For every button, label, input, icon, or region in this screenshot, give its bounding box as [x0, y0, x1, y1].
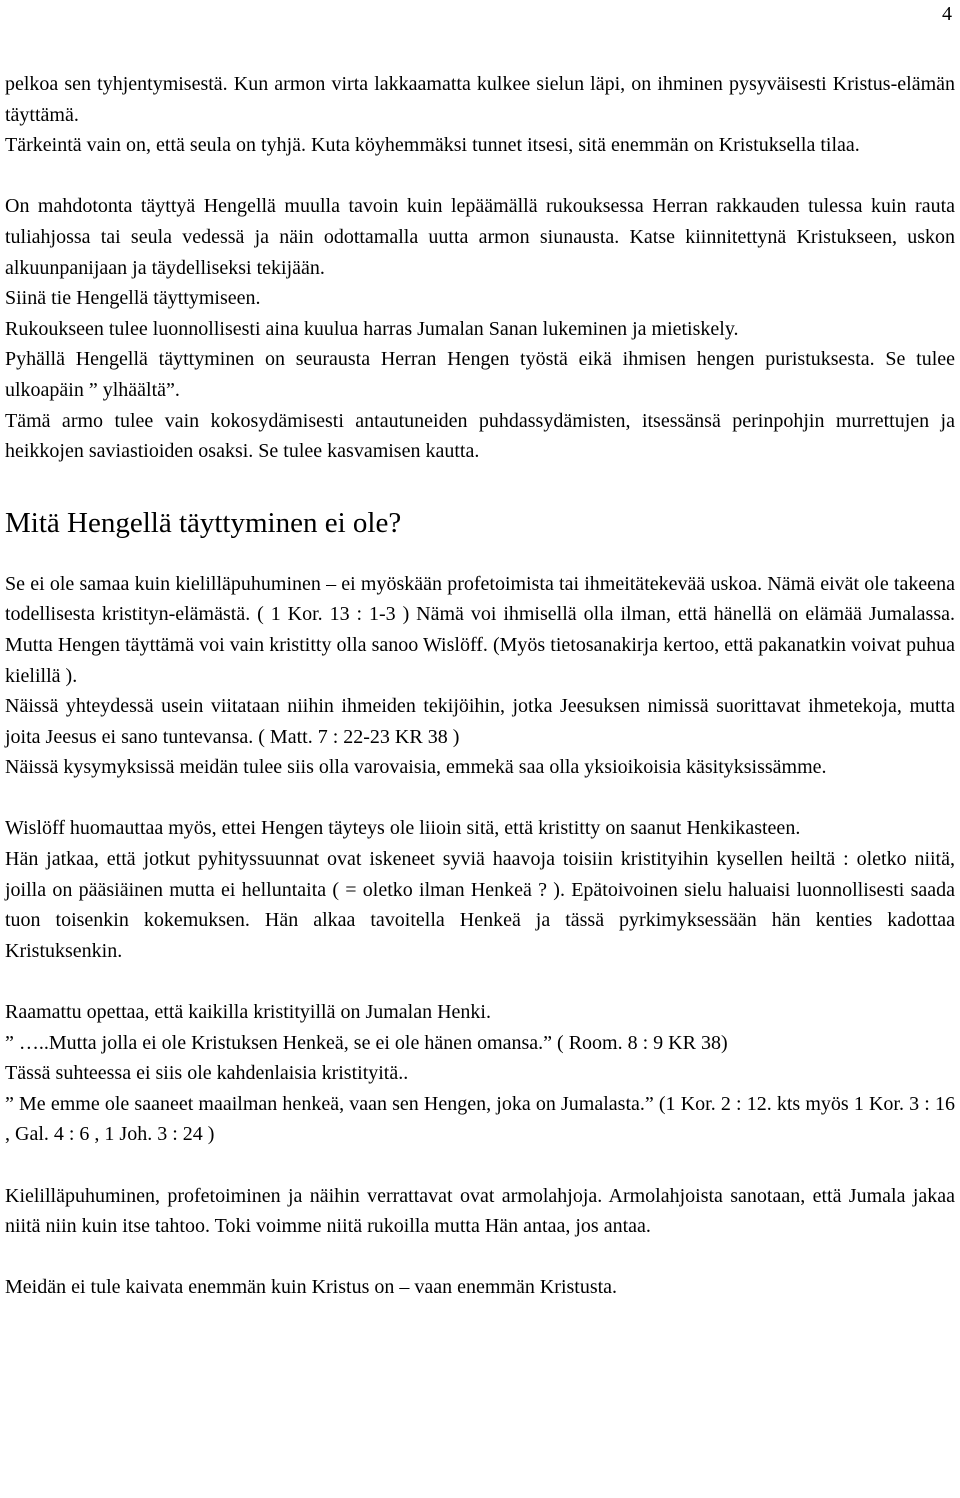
- paragraph: Tässä suhteessa ei siis ole kahdenlaisia kristityitä..: [5, 1062, 409, 1085]
- paragraph: Näissä kysymyksissä meidän tulee siis olla varovaisia, emmekä saa olla yksioikoisia käsityksissämme.: [5, 756, 827, 779]
- paragraph: Pyhällä Hengellä täyttyminen on seurausta Herran Hengen työstä eikä ihmisen hengen puristuksesta. Se tulee ulkoapäin ” ylhäältä”.: [5, 348, 955, 401]
- document-body: [5, 69, 955, 1303]
- paragraph: ” …..Mutta jolla ei ole Kristuksen Henkeä, se ei ole hänen omansa.” ( Room. 8 : 9 KR 38): [5, 1031, 728, 1054]
- paragraph: Siinä tie Hengellä täyttymiseen.: [5, 287, 261, 310]
- paragraph: Raamattu opettaa, että kaikilla kristityillä on Jumalan Henki.: [5, 1001, 491, 1024]
- paragraph: pelkoa sen tyhjentymisestä. Kun armon virta lakkaamatta kulkee sielun läpi, on ihminen pysyväisesti Kristus-elämän täyttämä.: [5, 73, 955, 126]
- paragraph: Wislöff huomauttaa myös, ettei Hengen täyteys ole liioin sitä, että kristitty on saanut Henkikasteen.: [5, 817, 801, 840]
- paragraph-gap: [5, 1150, 955, 1181]
- paragraph: Näissä yhteydessä usein viitataan niihin ihmeiden tekijöihin, jotka Jeesuksen nimissä suorittavat ihmetekoja, mutta joita Jeesus ei sano tuntevansa. ( Matt. 7 : 22-23 KR 38 ): [5, 695, 955, 748]
- paragraph-gap: [5, 1242, 955, 1273]
- page-number: 4: [942, 3, 952, 25]
- paragraph: Tärkeintä vain on, että seula on tyhjä. Kuta köyhemmäksi tunnet itsesi, sitä enemmän on Kristuksella tilaa.: [5, 134, 860, 157]
- paragraph: Rukoukseen tulee luonnollisesti aina kuulua harras Jumalan Sanan lukeminen ja mietiskely.: [5, 317, 739, 340]
- paragraph: Meidän ei tule kaivata enemmän kuin Kristus on – vaan enemmän Kristusta.: [5, 1276, 618, 1299]
- paragraph: Hän jatkaa, että jotkut pyhityssuunnat ovat iskeneet syviä haavoja toisiin kristityihin kysellen heiltä : oletko niitä, joilla on pääsiäinen mutta ei helluntaita ( = oletko ilman Henkeä ? ). Epätoivoinen sielu haluaisi luonnollisesti saada tuon toisenkin kokemuksen. Hän alkaa tavoitella Henkeä ja tässä pyrkimyksessään hän kenties kadottaa Kristuksenkin.: [5, 848, 955, 962]
- paragraph: On mahdotonta täyttyä Hengellä muulla tavoin kuin lepäämällä rukouksessa Herran rakkauden tulessa kuin rauta tuliahjossa tai seula vedessä ja näin odottamalla uutta armon siunausta. Katse kiinnitettynä Kristukseen, uskon alkuunpanijaan ja täydelliseksi tekijään.: [5, 195, 955, 279]
- paragraph-gap: [5, 161, 955, 192]
- paragraph: ” Me emme ole saaneet maailman henkeä, vaan sen Hengen, joka on Jumalasta.” (1 Kor. 2 : 12. kts myös 1 Kor. 3 : 16 , Gal. 4 : 6 , 1 Joh. 3 : 24 ): [5, 1092, 955, 1146]
- paragraph-gap: [5, 966, 955, 997]
- paragraph: Kielilläpuhuminen, profetoiminen ja näihin verrattavat ovat armolahjoja. Armolahjoista sanotaan, että Jumala jakaa niitä niin kuin itse tahtoo. Toki voimme niitä rukoilla mutta Hän antaa, jos antaa.: [5, 1184, 955, 1238]
- section-heading: Mitä Hengellä täyttyminen ei ole?: [5, 506, 402, 539]
- paragraph: Tämä armo tulee vain kokosydämisesti antautuneiden puhdassydämisten, itsessänsä perinpohjin murrettujen ja heikkojen saviastioiden osaksi. Se tulee kasvamisen kautta.: [5, 409, 955, 463]
- paragraph: Se ei ole samaa kuin kielilläpuhuminen – ei myöskään profetoimista tai ihmeitätekevää uskoa. Nämä eivät ole takeena todellisesta kristityn-elämästä. ( 1 Kor. 13 : 1-3 ) Nämä voi ihmisellä olla ilman, että hänellä on elämää Jumalassa. Mutta Hengen täyttämä voi vain kristitty olla sanoo Wislöff. (Myös tietosanakirja kertoo, että pakanatkin voivat puhua kielillä ).: [5, 572, 955, 687]
- paragraph-gap: [5, 783, 955, 814]
